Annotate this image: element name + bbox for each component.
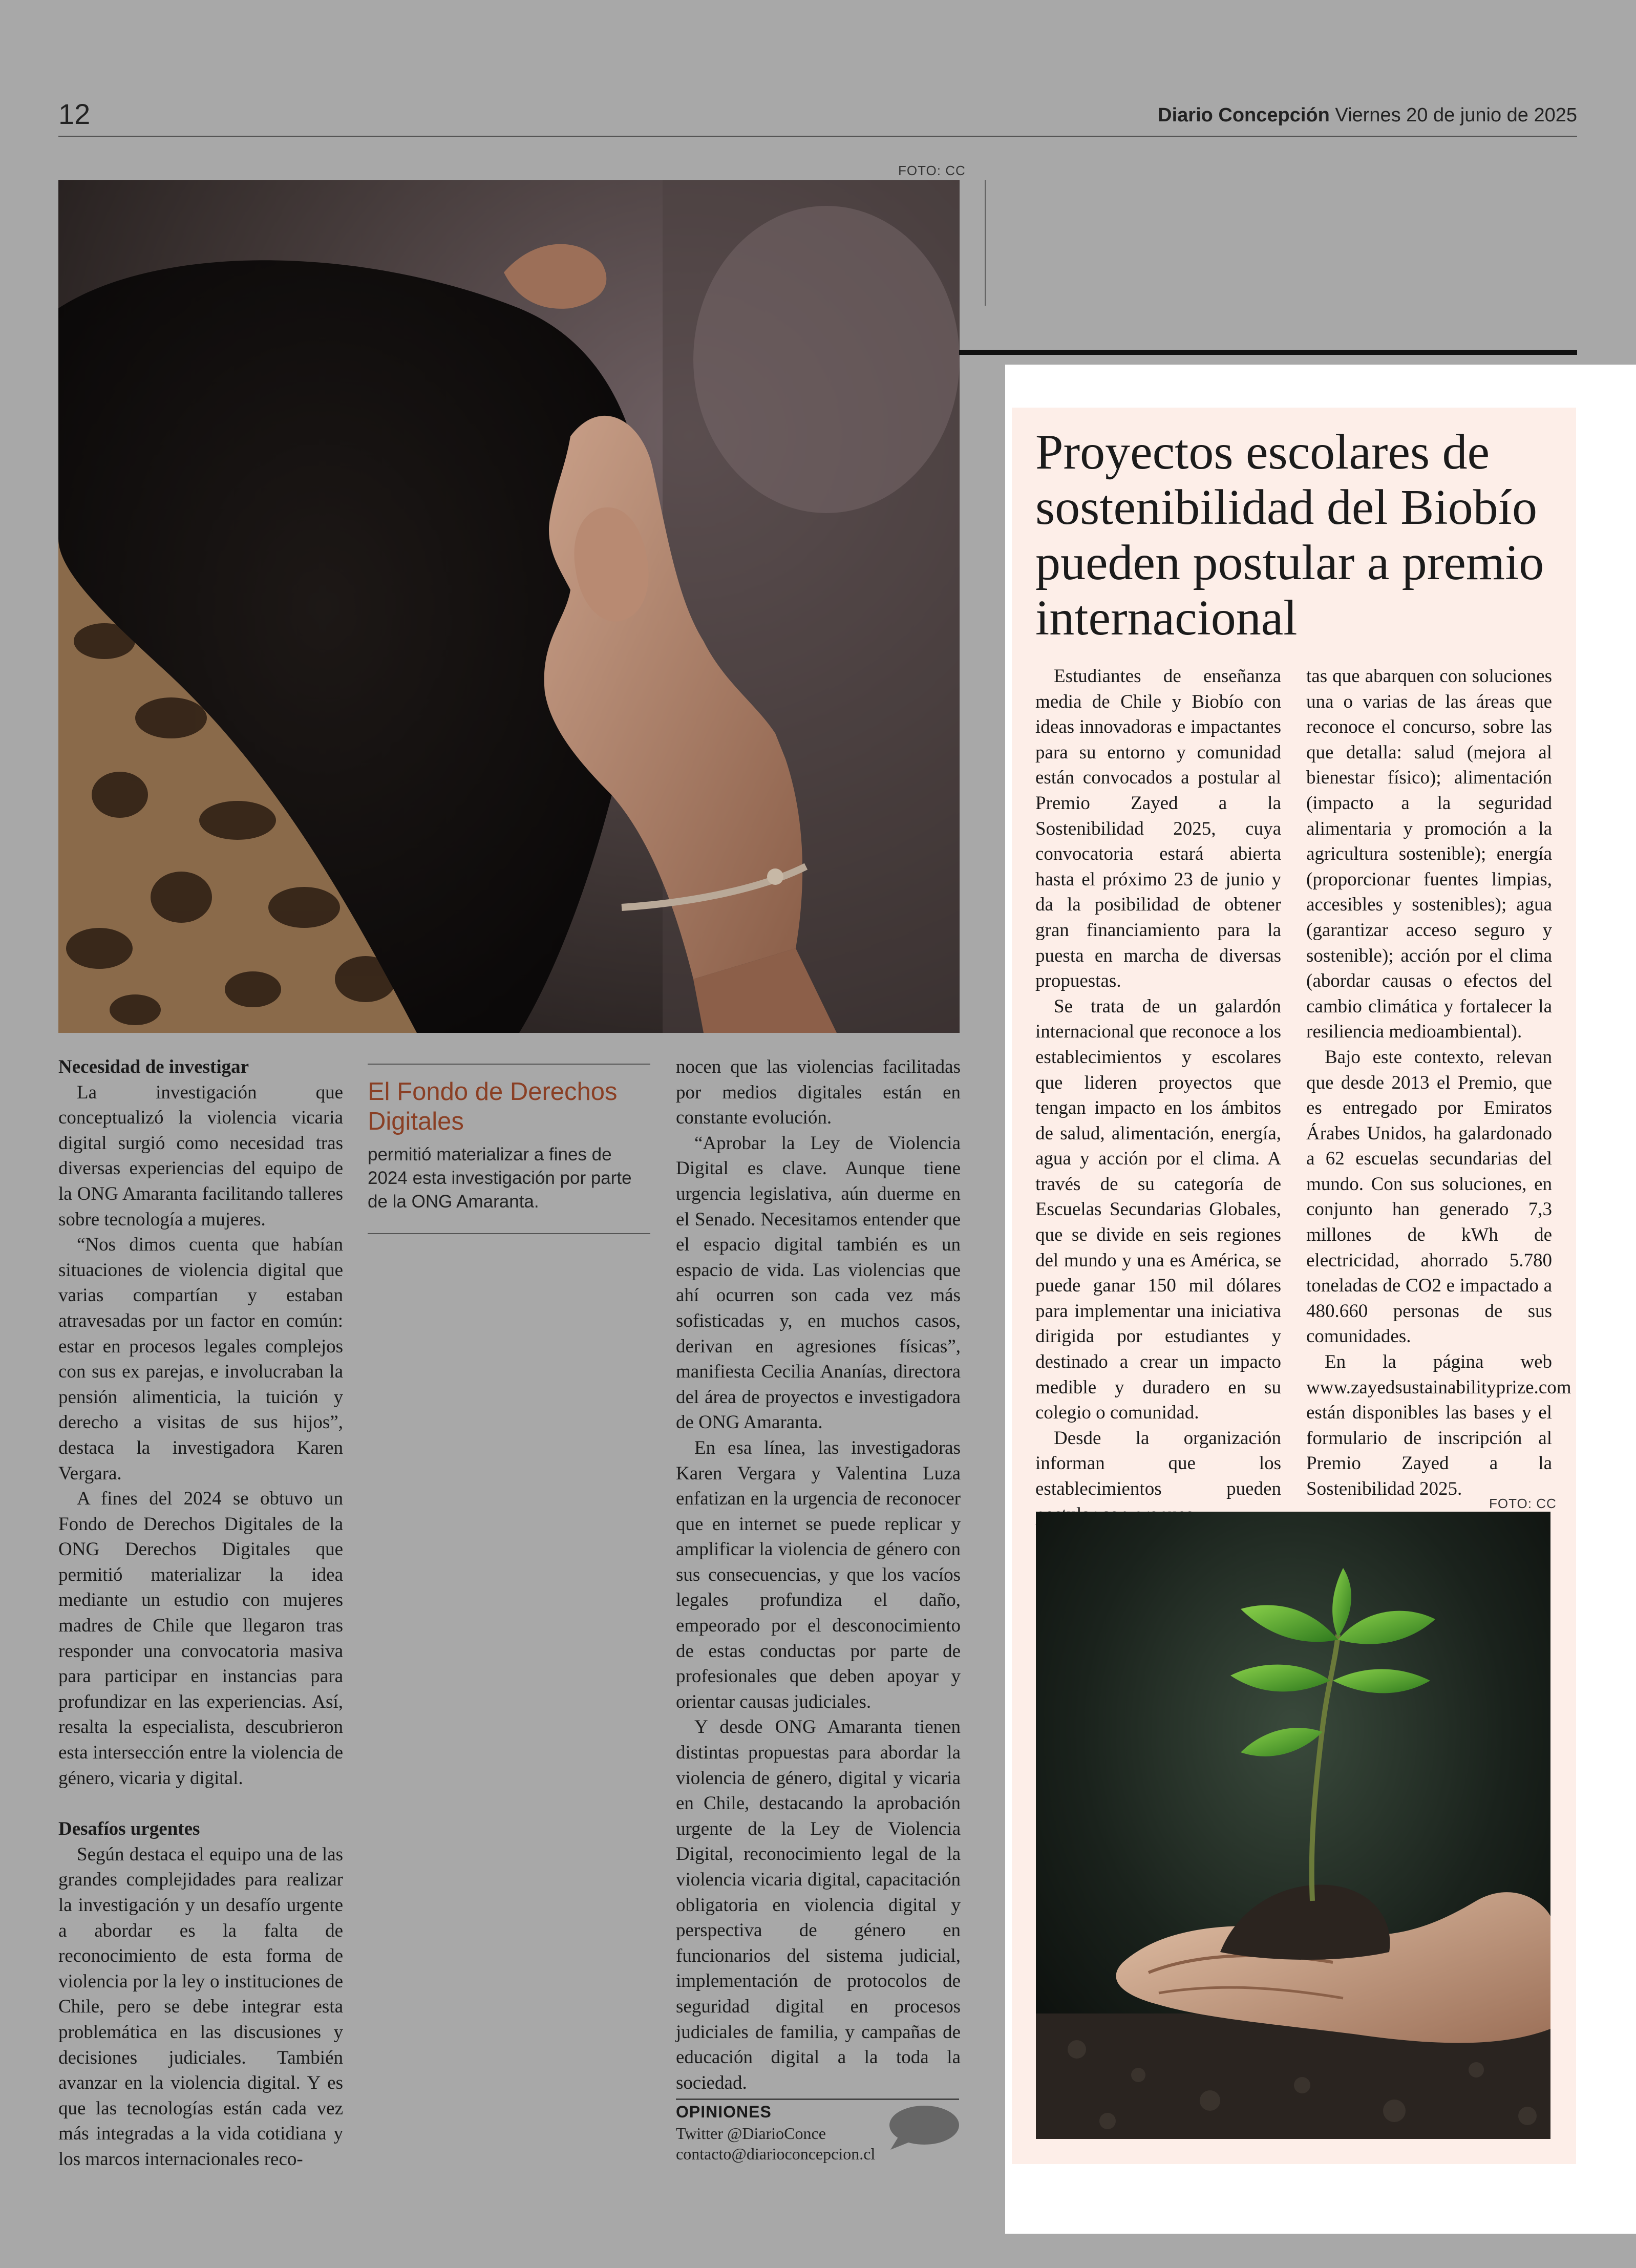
paragraph: Bajo este contexto, relevan que desde 2013 el Premio, que es entregado por Emiratos Árabes Unidos, ha galardonado a 62 escuelas secundarias del mundo. Con sus soluciones, en conjunto han generado 7,3 millones de kWh de electricidad, ahorrado 5.780 toneladas de CO2 e impactado a 480.660 personas de sus comunidades.	[1306, 1046, 1552, 1347]
publication-name: Diario Concepción	[1158, 104, 1330, 126]
main-photo	[58, 180, 960, 1033]
seedling-photo	[1036, 1512, 1550, 2139]
opinions-title: OPINIONES	[676, 2103, 772, 2121]
article-column-1	[58, 1054, 343, 2172]
paragraph: “Aprobar la Ley de Violencia Digital es clave. Aunque tiene urgencia legislativa, aún duerme en el Senado. Necesitamos entender que el espacio digital también es un espacio de vida. Las violencias que ahí ocurren son cada vez más sofisticadas y, en muchos casos, derivan en agresiones físicas”, manifiesta Cecilia Ananías, directora del área de proyectos e investigadora de ONG Amaranta.	[676, 1132, 961, 1433]
paragraph: “Nos dimos cuenta que habían situaciones de violencia digital que varias compartían y estaban atravesadas por un factor en común: estar en procesos legales complejos con sus ex parejas, e involucraban la pensión alimenticia, la tuición y derecho a visitas de sus hijos”, destaca la investigadora Karen Vergara.	[58, 1234, 343, 1484]
pullquote-title: El Fondo de Derechos Digitales	[368, 1078, 618, 1135]
feature-column-1	[1035, 664, 1281, 1527]
speech-bubble-icon	[888, 2105, 960, 2151]
subheading-investigar: Necesidad de investigar	[58, 1056, 249, 1077]
pullquote-rule-bottom	[368, 1233, 650, 1234]
paragraph: Estudiantes de enseñanza media de Chile y Biobío con ideas innovadoras e impactantes para su entorno y comunidad están convocados a postular al Premio Zayed a la Sostenibilidad 2025, cuya convocatoria estará abierta hasta el próximo 23 de junio y da la posibilidad de obtener gran financiamiento para la puesta en marcha de diversas propuestas.	[1035, 666, 1281, 992]
seedling-in-hands-photo	[1036, 1512, 1550, 2139]
edition-date: Viernes 20 de junio de 2025	[1335, 104, 1577, 126]
subheading-desafios: Desafíos urgentes	[58, 1818, 200, 1840]
column-divider	[985, 180, 986, 306]
masthead	[1158, 104, 1577, 126]
photo-credit: FOTO: CC	[898, 163, 966, 178]
pullquote-rule-top	[368, 1064, 650, 1065]
paragraph: Se trata de un galardón internacional que reconoce a los establecimientos y escolares que lideren proyectos que tengan impacto en los ámbitos de salud, alimentación, energía, agua y acción por el clima. A través de su categoría de Escuelas Secundarias Globales, que se divide en seis regiones del mundo y una es América, se puede ganar 150 mil dólares para implementar una iniciativa dirigida por estudiantes y destinado a crear un impacto medible y duradero en su colegio o comunidad.	[1035, 995, 1281, 1424]
opinions-rule	[676, 2099, 959, 2100]
header-rule	[58, 136, 1577, 137]
paragraph: A fines del 2024 se obtuvo un Fondo de Derechos Digitales de la ONG Derechos Digitales que permitió materializar la idea mediante un estudio con mujeres madres de Chile que llegaron tras responder una convocatoria masiva para participar en instancias para profundizar en las experiencias. Así, resalta la especialista, descubrieron esta intersección entre la violencia de género, vicaria y digital.	[58, 1488, 343, 1789]
woman-holding-head-photo	[58, 180, 960, 1033]
opinions-email[interactable]: contacto@diarioconcepcion.cl	[676, 2145, 876, 2163]
paragraph: tas que abarquen con soluciones una o varias de las áreas que reconoce el concurso, sobre las que detalla: salud (mejora al bienestar físico); alimentación (impacto a la seguridad alimentaria y promoción a la agricultura sostenible); energía (proporcionar fuentes limpias, accesibles y sostenibles); agua (garantizar acceso seguro y sostenible); acción por el clima (abordar causas o efectos del cambio climática y fortalecer la resiliencia medioambiental).	[1306, 666, 1552, 1043]
article-column-3	[676, 1054, 961, 2095]
paragraph: La investigación que conceptualizó la violencia vicaria digital surgió como necesidad tras diversas experiencias del equipo de la ONG Amaranta facilitando talleres sobre tecnología a mujeres.	[58, 1082, 343, 1230]
paragraph: Y desde ONG Amaranta tienen distintas propuestas para abordar la violencia de género, digital y vicaria en Chile, destacando la aprobación urgente de la Ley de Violencia Digital, reconocimiento legal de la violencia vicaria digital, capacitación obligatoria en violencia digital y perspectiva de género en funcionarios del sistema judicial, implementación de protocolos de seguridad digital en procesos judiciales de familia, y campañas de educación digital a la toda la sociedad.	[676, 1716, 961, 2093]
paragraph: nocen que las violencias facilitadas por medios digitales están en constante evolución.	[676, 1056, 961, 1129]
section-rule	[959, 350, 1577, 355]
paragraph: En la página web www.zayedsustainabilityprize.com están disponibles las bases y el formulario de inscripción al Premio Zayed a la Sostenibilidad 2025.	[1306, 1351, 1571, 1499]
paragraph: Desde la organización informan que los establecimientos pueden	[1035, 1427, 1281, 1499]
paragraph: En esa línea, las investigadoras Karen Vergara y Valentina Luza enfatizan en la urgencia de reconocer que en internet se puede replicar y amplificar la violencia de género con sus consecuencias, y que los vacíos legales profundiza el daño, empeorado por el desconocimiento de estas conductas por parte de profesionales que deben apoyar y orientar causas judiciales.	[676, 1437, 961, 1712]
photo-credit: FOTO: CC	[1489, 1496, 1557, 1511]
feature-headline: Proyectos escolares de sostenibilidad del Biobío pueden postular a premio internacional	[1035, 425, 1544, 646]
page-number: 12	[58, 98, 91, 130]
opinions-twitter[interactable]: Twitter @DiarioConce	[676, 2124, 826, 2143]
feature-column-2	[1306, 664, 1571, 1502]
paragraph: Según destaca el equipo una de las grandes complejidades para realizar la investigación y un desafío urgente a abordar es la falta de reconocimiento de esta forma de violencia por la ley o instituciones de Chile, pero se debe integrar esta problemática en las discusiones y decisiones judiciales. También avanzar en la violencia digital. Y es que las tecnologías están cada vez más integradas a la vida cotidiana y los marcos internacionales reco-	[58, 1843, 343, 2170]
pullquote-text: permitió materializar a fines de 2024 esta investigación por parte de la ONG Amaranta.	[368, 1144, 632, 1212]
